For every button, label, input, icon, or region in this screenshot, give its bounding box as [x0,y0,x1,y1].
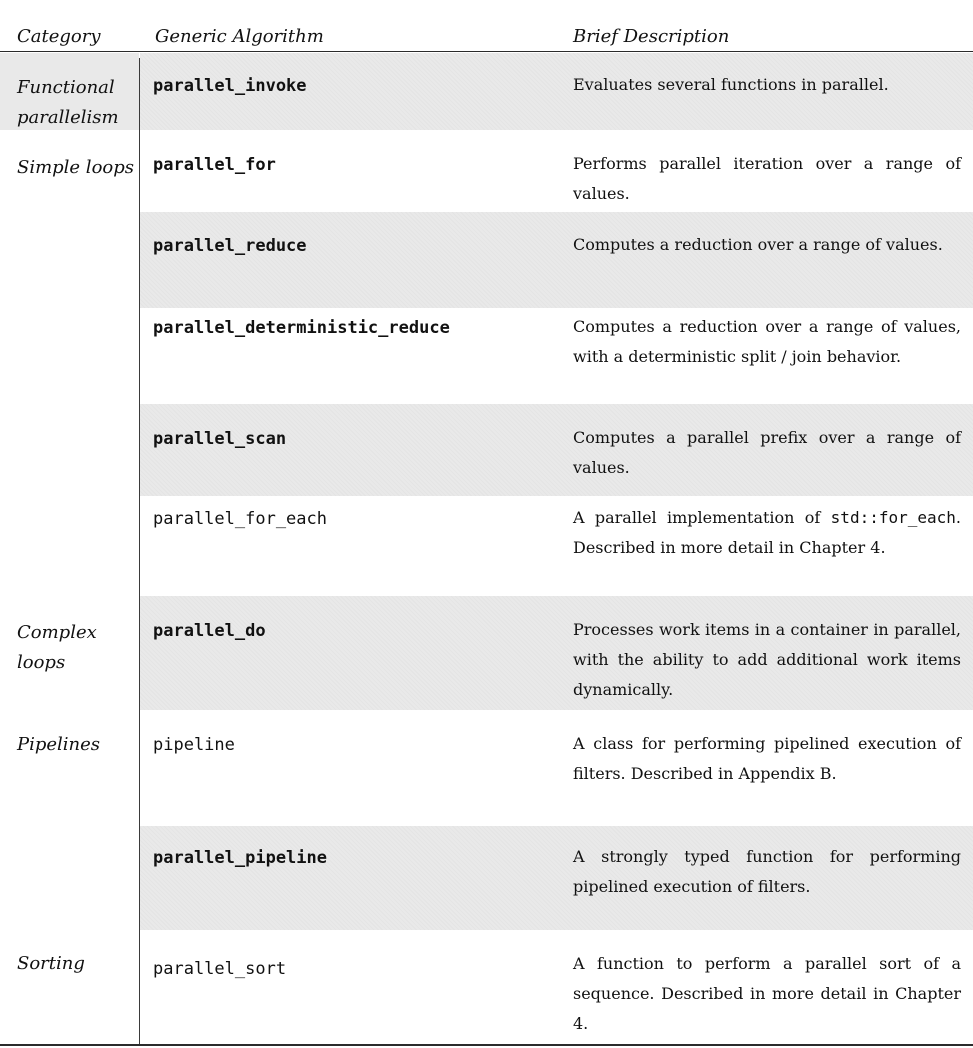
table-row [140,496,973,596]
algorithm-name: parallel_for [153,155,276,175]
table-row [140,308,973,404]
algorithm-name: parallel_do [153,621,266,641]
category-sorting: Sorting [17,953,85,974]
algorithm-description: Computes a reduction over a range of values. [573,235,943,254]
header-algorithm: Generic Algorithm [155,26,324,47]
table-row [140,212,973,308]
table-row [140,130,973,212]
algorithm-name: parallel_scan [153,429,287,449]
table-row [140,53,973,130]
algorithm-description [573,503,961,563]
table-bottom-border [0,1044,973,1046]
category-pipelines: Pipelines [17,734,101,755]
algorithm-name: parallel_reduce [153,236,307,256]
algorithm-name: parallel_for_each [153,509,327,529]
algorithm-description: A class for performing pipelined execution of filters. Described in Appendix B. [573,734,961,783]
description-text: A parallel implementation of [573,508,821,527]
algorithm-description: A function to perform a parallel sort of a sequence. Described in more detail in Chapter 4. [573,954,961,1033]
header-description: Brief Description [573,26,730,47]
table-row [140,404,973,496]
header-category: Category [17,26,101,47]
category-functional-parallelism: Functional parallelism [17,77,119,128]
inline-code: std::for_each [830,508,956,527]
algorithm-description: A strongly typed function for performing pipelined execution of filters. [573,847,961,896]
algorithm-name: parallel_pipeline [153,848,327,868]
algorithm-name: pipeline [153,735,235,755]
algorithm-description: Computes a reduction over a range of values, with a deterministic split / join behavior. [573,317,961,366]
table-row [140,826,973,930]
algorithm-name: parallel_invoke [153,76,307,96]
category-complex-loops: Complex loops [17,622,97,673]
table-row [140,596,973,710]
algorithm-description: Processes work items in a container in parallel, with the ability to add additional work items dynamically. [573,620,961,699]
algorithm-description: Evaluates several functions in parallel. [573,75,889,94]
algorithm-name: parallel_deterministic_reduce [153,318,450,338]
algorithm-description: Performs parallel iteration over a range of values. [573,154,961,203]
category-simple-loops: Simple loops [17,157,134,178]
table-row [140,710,973,826]
table-row [140,930,973,1044]
table-header [0,0,973,52]
algorithm-description: Computes a parallel prefix over a range of values. [573,428,961,477]
description-text: . Described in more detail in Chapter 4. [573,508,961,557]
algorithm-name: parallel_sort [153,959,287,979]
